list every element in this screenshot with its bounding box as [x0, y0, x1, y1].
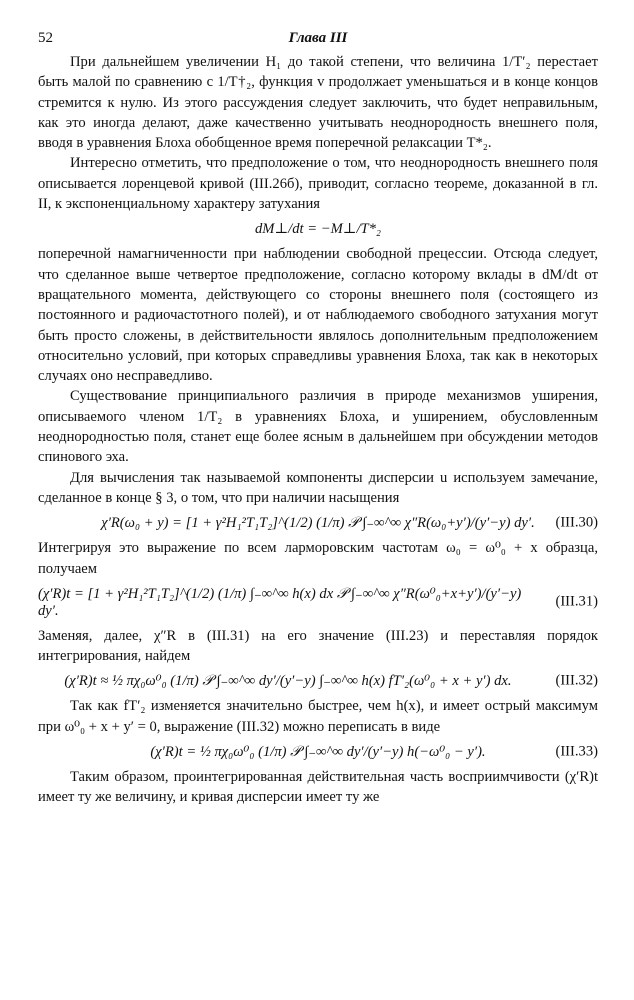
paragraph-7: Заменяя, далее, χ″R в (III.31) на его значение (III.23) и переставляя порядок интегрирования, найдем — [38, 627, 598, 665]
equation-III-33 — [38, 743, 598, 761]
paragraph-4: Существование принципиального различия в природе механизмов уширения, описываемого членом 1/T₂ в уравнениях Блоха, и уширением, обусловленным неоднородностью поля, станет еще более ясным в дальнейшем при обсуждении методов спинового эха. — [38, 388, 598, 466]
equation-III-33-number: (III.33) — [555, 743, 598, 760]
page-header — [38, 30, 598, 52]
equation-III-31-text: (χ′R)t = [1 + γ²H₁²T₁T₂]^(1/2) (1/π) ∫₋∞^∞ h(x) dx 𝒫 ∫₋∞^∞ χ″R(ω⁰₀+x+y′)/(y′−y) dy′. — [38, 585, 522, 619]
paragraph-2: Интересно отметить, что предположение о том, что неоднородность внешнего поля описывается лоренцевой кривой (III.26б), приводит, согласно теореме, доказанной в гл. II, к экспоненциальному характеру затухания — [38, 155, 598, 213]
equation-III-32 — [38, 672, 598, 690]
equation-III-31-number: (III.31) — [555, 593, 598, 610]
equation-III-30 — [38, 514, 598, 532]
equation-III-30-text: χ′R(ω₀ + y) = [1 + γ²H₁²T₁T₂]^(1/2) (1/π) 𝒫 ∫₋∞^∞ χ″R(ω₀+y′)/(y′−y) dy′. — [101, 515, 535, 532]
paragraph-9: Таким образом, проинтегрированная действительная часть восприимчивости (χ′R)t имеет ту же величину, и кривая дисперсии имеет ту же — [38, 769, 598, 806]
paragraph-8: Так как fT′₂ изменяется значительно быстрее, чем h(x), и имеет острый максимум при ω⁰₀ + x + y′ = 0, выражение (III.32) можно переписать в виде — [38, 698, 598, 735]
equation-III-33-text: (χ′R)t = ½ πχ₀ω⁰₀ (1/π) 𝒫 ∫₋∞^∞ dy′/(y′−y) h(−ω⁰₀ − y′). — [150, 744, 486, 761]
paragraph-1: При дальнейшем увеличении H₁ до такой степени, что величина 1/T′₂ перестает быть малой по сравнению с 1/T†₂, функция v продолжает уменьшаться и в конце концов стремится к нулю. Из этого рассуждения следует заключить, что будет неправильным, как это иногда делают, даже качественно учитывать неоднородность внешнего поля, вводя в уравнения Блоха обобщенное время поперечной релаксации T*₂. — [38, 54, 598, 152]
equation-III-31 — [38, 585, 598, 620]
equation-III-32-text: (χ′R)t ≈ ½ πχ₀ω⁰₀ (1/π) 𝒫 ∫₋∞^∞ dy′/(y′−y) ∫₋∞^∞ h(x) fT′₂(ω⁰₀ + x + y′) dx. — [64, 673, 512, 690]
paragraph-6: Интегрируя это выражение по всем ларморовским частотам ω₀ = ω⁰₀ + x образца, получаем — [38, 540, 598, 577]
paragraph-5: Для вычисления так называемой компоненты дисперсии u используем замечание, сделанное в конце § 3, о том, что при наличии насыщения — [38, 469, 598, 506]
page — [38, 30, 598, 808]
paragraph-3: поперечной намагниченности при наблюдении свободной прецессии. Отсюда следует, что сделанное выше четвертое предположение, согласно которому вклады в dM/dt от вращательного момента, действующего со стороны внешнего поля (состоящего из постоянного и радиочастотного полей), и от наблюдаемого свободного затухания могут быть просто сложены, в действительности являлось дополнительным предположением относительно условий, при которых справедливы уравнения Блоха, так как в некоторых случаях оно несправедливо. — [38, 246, 598, 385]
equation-III-30-number: (III.30) — [555, 514, 598, 531]
page-number: 52 — [38, 30, 53, 46]
running-title: Глава III — [288, 30, 348, 46]
equation-III-32-number: (III.32) — [555, 672, 598, 689]
equation-decay-text: dM⊥/dt = −M⊥/T*₂ — [255, 221, 381, 238]
equation-decay — [38, 220, 598, 238]
